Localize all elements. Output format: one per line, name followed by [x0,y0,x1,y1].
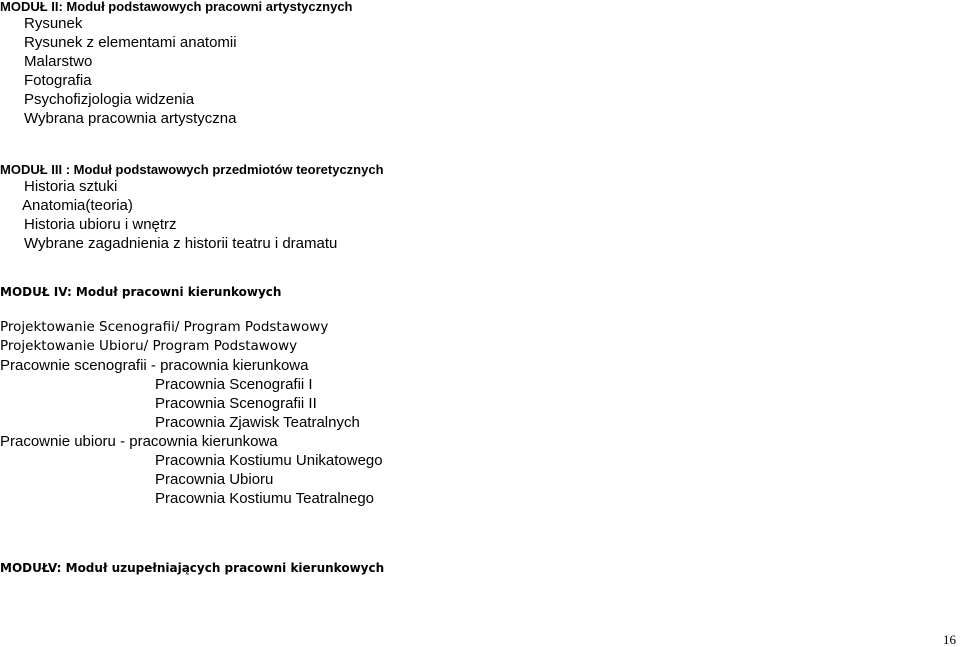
module-2-item: Rysunek [24,15,83,32]
module-2-item: Rysunek z elementami anatomii [24,34,237,51]
page-number: 16 [943,632,956,647]
module-5-title: MODUŁV: Moduł uzupełniających pracowni kierunkowych [0,561,385,575]
costume-item: Pracownia Ubioru [155,471,274,488]
module-2-item: Fotografia [24,72,92,89]
costume-group-label: Pracownie ubioru - pracownia kierunkowa [0,433,278,450]
module-4-program-item: Projektowanie Scenografii/ Program Podstawowy [0,319,329,335]
module-3-item: Wybrane zagadnienia z historii teatru i dramatu [24,235,338,252]
module-3-title: MODUŁ III : Moduł podstawowych przedmiotów teoretycznych [0,162,384,177]
scenography-group-label: Pracownie scenografii - pracownia kierunkowa [0,357,309,374]
scenography-item: Pracownia Scenografii II [155,395,317,412]
module-2-item: Wybrana pracownia artystyczna [24,110,237,127]
module-2-item: Malarstwo [24,53,93,70]
scenography-item: Pracownia Zjawisk Teatralnych [155,414,360,431]
scenography-item: Pracownia Scenografii I [155,376,313,393]
module-4-title: MODUŁ IV: Moduł pracowni kierunkowych [0,285,282,299]
costume-item: Pracownia Kostiumu Unikatowego [155,452,383,469]
module-3-item: Historia ubioru i wnętrz [24,216,177,233]
costume-item: Pracownia Kostiumu Teatralnego [155,490,375,507]
module-2-title: MODUŁ II: Moduł podstawowych pracowni artystycznych [0,0,353,14]
module-2-item: Psychofizjologia widzenia [24,91,195,108]
module-3-item: Anatomia(teoria) [22,197,133,214]
module-3-item: Historia sztuki [24,178,118,195]
module-4-program-item: Projektowanie Ubioru/ Program Podstawowy [0,338,298,354]
